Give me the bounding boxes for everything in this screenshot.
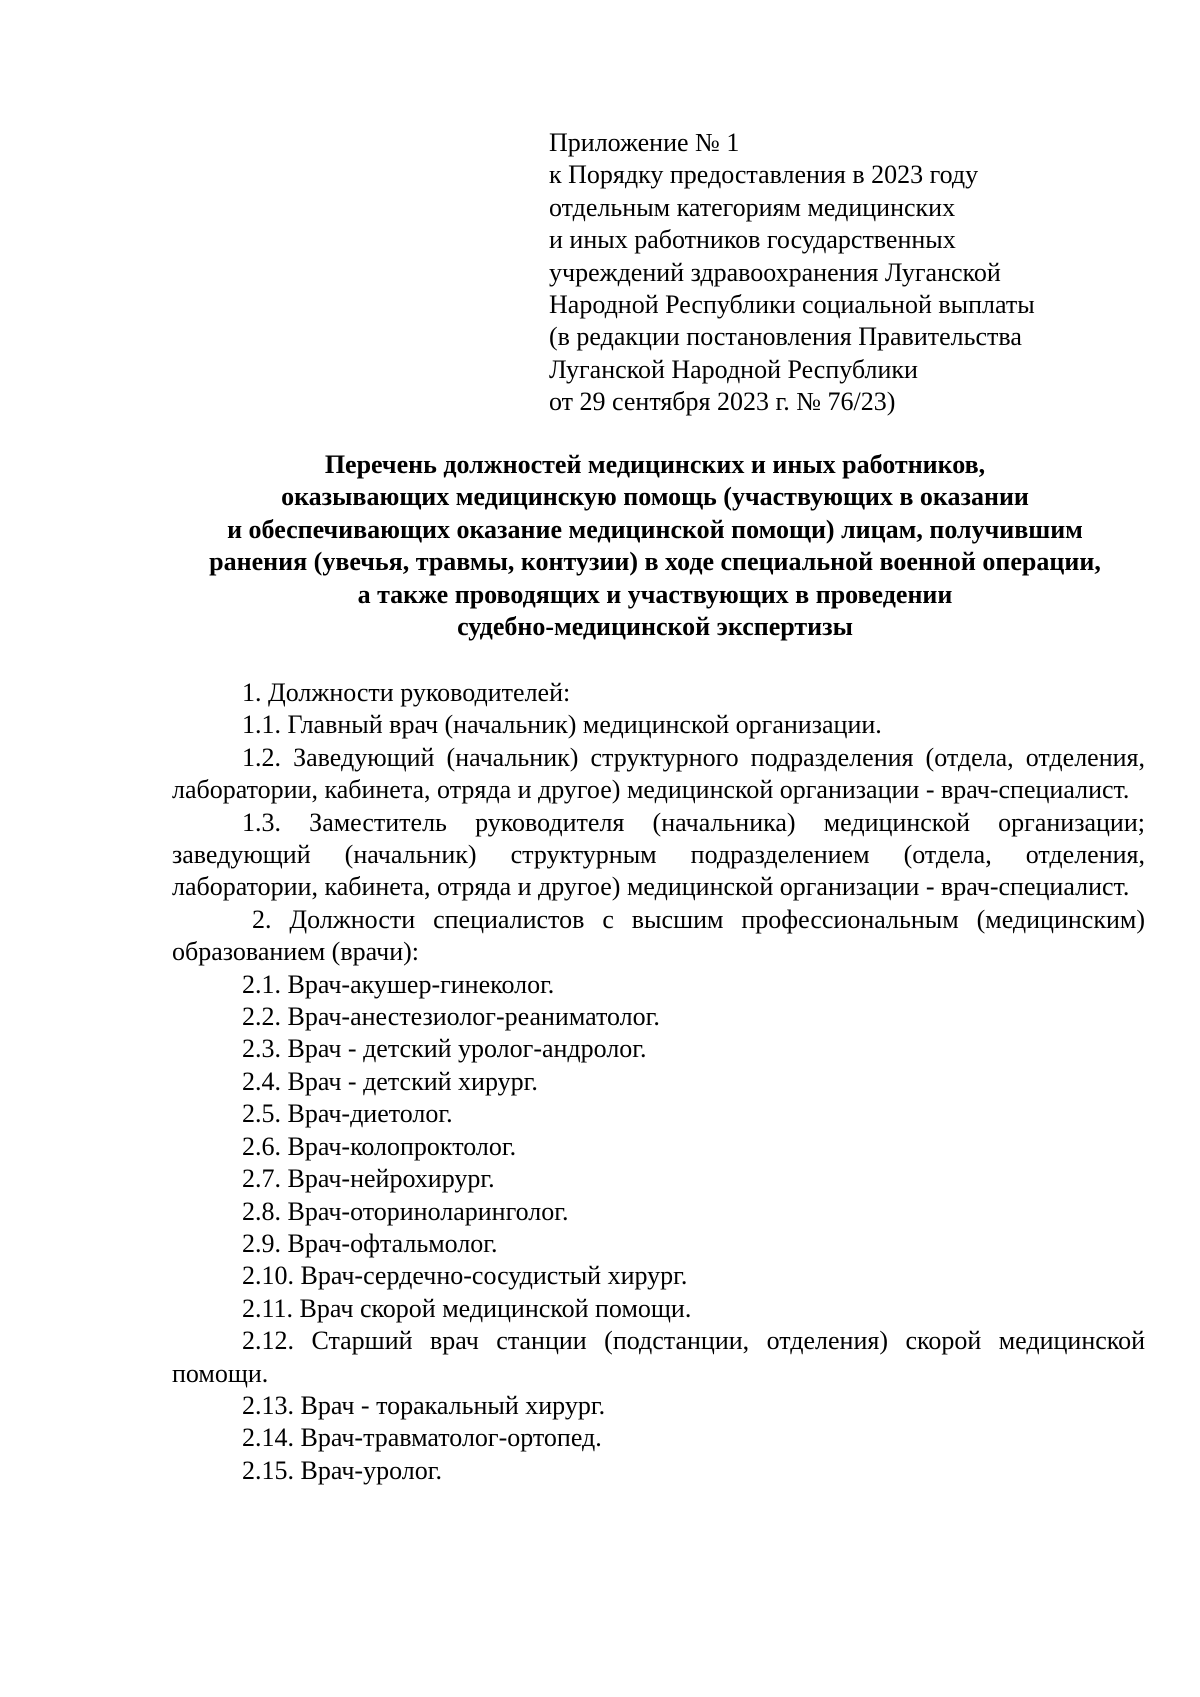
section-heading-managers: 1. Должности руководителей: bbox=[242, 678, 571, 707]
appendix-header bbox=[549, 127, 1109, 419]
list-item: 2.11. Врач скорой медицинской помощи. bbox=[242, 1293, 692, 1323]
list-item: 2.13. Врач - торакальный хирург. bbox=[242, 1390, 606, 1420]
document-title bbox=[160, 449, 1150, 643]
title-line: оказывающих медицинскую помощь (участвующих в оказании bbox=[281, 482, 1029, 512]
list-item: 2.15. Врач-уролог. bbox=[242, 1455, 442, 1485]
section-heading-specialists: 2. Должности специалистов с высшим профессиональным (медицинским) образованием (врачи): bbox=[172, 904, 1145, 967]
title-line: судебно-медицинской экспертизы bbox=[457, 612, 853, 642]
list-item: 2.5. Врач-диетолог. bbox=[242, 1099, 453, 1129]
list-item: 2.7. Врач-нейрохирург. bbox=[242, 1164, 495, 1194]
list-item: 1.3. Заместитель руководителя (начальника) медицинской организации; заведующий (начальник) структурным подразделением (отдела, отделения, лаборатории, кабинета, отряда и другое) медицинской организации - врач-специалист. bbox=[172, 807, 1145, 902]
list-item: 2.9. Врач-офтальмолог. bbox=[242, 1228, 498, 1258]
appendix-line: Приложение № 1 bbox=[549, 128, 740, 157]
list-item: 2.14. Врач-травматолог-ортопед. bbox=[242, 1423, 602, 1453]
title-line: а также проводящих и участвующих в проведении bbox=[357, 579, 953, 609]
appendix-line: и иных работников государственных bbox=[549, 225, 956, 255]
appendix-line: учреждений здравоохранения Луганской bbox=[549, 257, 1001, 287]
appendix-line: от 29 сентября 2023 г. № 76/23) bbox=[549, 387, 896, 417]
list-item: 2.1. Врач-акушер-гинеколог. bbox=[242, 969, 555, 999]
list-item: 1.2. Заведующий (начальник) структурного подразделения (отдела, отделения, лаборатории, кабинета, отряда и другое) медицинской организации - врач-специалист. bbox=[172, 742, 1145, 805]
appendix-line: Народной Республики социальной выплаты bbox=[549, 290, 1035, 320]
list-item: 2.3. Врач - детский уролог-андролог. bbox=[242, 1034, 647, 1064]
appendix-line: (в редакции постановления Правительства bbox=[549, 322, 1022, 352]
list-item: 2.10. Врач-сердечно-сосудистый хирург. bbox=[242, 1261, 688, 1291]
title-line: ранения (увечья, травмы, контузии) в ходе специальной военной операции, bbox=[209, 547, 1101, 577]
appendix-line: отдельным категориям медицинских bbox=[549, 192, 956, 222]
title-line: Перечень должностей медицинских и иных работников, bbox=[324, 450, 986, 479]
list-item: 2.8. Врач-оториноларинголог. bbox=[242, 1196, 569, 1226]
list-item: 2.12. Старший врач станции (подстанции, отделения) скорой медицинской помощи. bbox=[172, 1326, 1145, 1388]
list-item: 1.1. Главный врач (начальник) медицинской организации. bbox=[242, 710, 882, 740]
appendix-line: к Порядку предоставления в 2023 году bbox=[549, 160, 979, 190]
title-line: и обеспечивающих оказание медицинской помощи) лицам, получившим bbox=[227, 514, 1083, 544]
list-item: 2.4. Врач - детский хирург. bbox=[242, 1066, 538, 1096]
list-item: 2.6. Врач-колопроктолог. bbox=[242, 1131, 517, 1161]
list-item: 2.2. Врач-анестезиолог-реаниматолог. bbox=[242, 1002, 660, 1032]
document-body bbox=[172, 677, 1145, 1487]
appendix-line: Луганской Народной Республики bbox=[549, 354, 918, 384]
